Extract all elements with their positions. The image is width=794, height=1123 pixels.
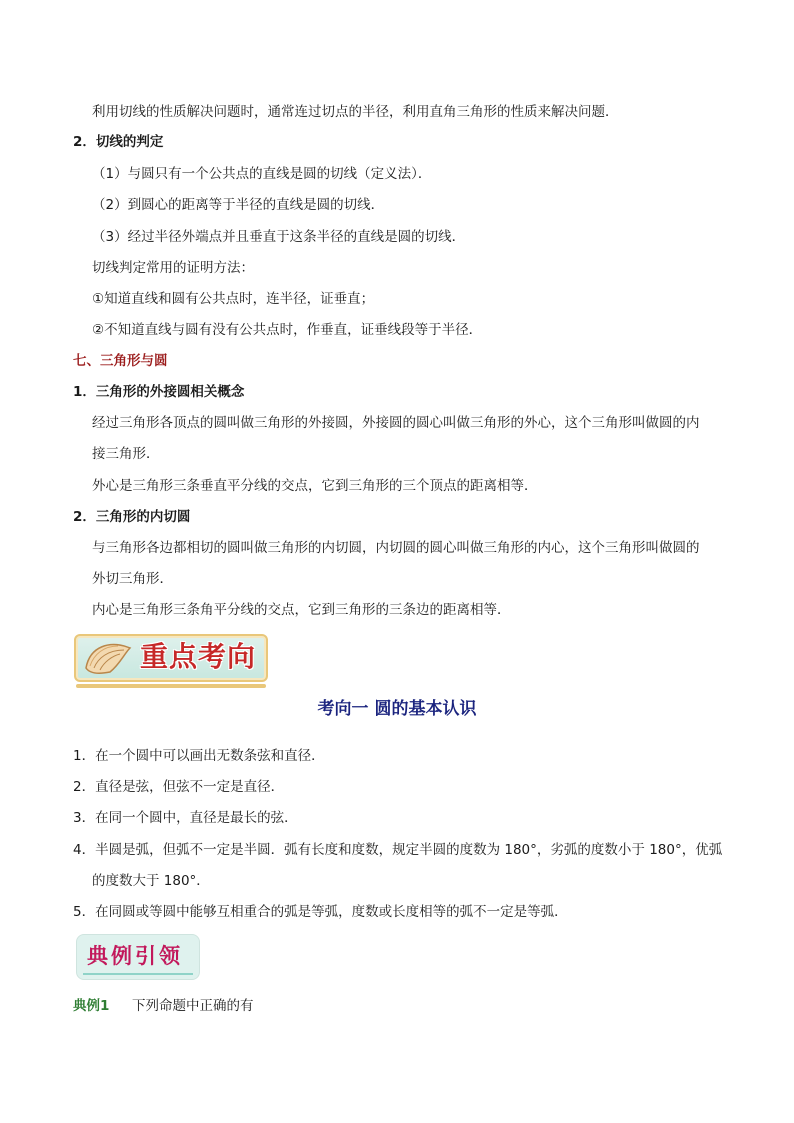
text-line: 七、三角形与圆 [73,353,168,369]
text-line: 2．直径是弦，但弦不一定是直径． [73,779,285,795]
section-title: 考向一 圆的基本认识 [317,699,477,719]
text-line: （2）到圆心的距离等于半径的直线是圆的切线． [92,197,385,213]
text-line: 利用切线的性质解决问题时，通常连过切点的半径，利用直角三角形的性质来解决问题． [92,104,619,120]
text-line: 内心是三角形三条角平分线的交点，它到三角形的三条边的距离相等． [92,602,511,618]
text-line: 切线判定常用的证明方法： [92,260,254,276]
text-line: 外切三角形． [92,571,173,587]
text-line: ①知道直线和圆有公共点时，连半径，证垂直； [92,291,375,307]
text-line: 5．在同圆或等圆中能够互相重合的弧是等弧，度数或长度相等的弧不一定是等弧． [73,904,568,920]
text-line: 2．切线的判定 [73,134,164,150]
text-line: 3．在同一个圆中，直径是最长的弦． [73,810,298,826]
focus-banner-text: 重点考向 [140,640,257,673]
text-line: 4．半圆是弧，但弧不一定是半圆．弧有长度和度数，规定半圆的度数为 180°，劣弧的度数小于 180°，优弧 [73,842,723,858]
text-line: 的度数大于 180°． [92,873,210,889]
text-line: （3）经过半径外端点并且垂直于这条半径的直线是圆的切线． [92,229,466,245]
text-line: 2．三角形的内切圆 [73,509,191,525]
example-label: 典例1 [73,998,110,1014]
text-line: 1．三角形的外接圆相关概念 [73,384,245,400]
focus-banner [74,634,268,682]
text-line: 经过三角形各顶点的圆叫做三角形的外接圆，外接圆的圆心叫做三角形的外心，这个三角形叫做圆的内 [92,415,700,431]
example-banner [76,934,200,980]
text-line: 接三角形． [92,446,160,462]
example-banner-text: 典例引领 [87,943,183,968]
example-banner-bar [83,973,193,975]
shell-icon [80,638,136,678]
text-line: 1．在一个圆中可以画出无数条弦和直径． [73,748,325,764]
text-line: ②不知道直线与圆有没有公共点时，作垂直，证垂线段等于半径． [92,322,483,338]
text-line: 外心是三角形三条垂直平分线的交点，它到三角形的三个顶点的距离相等． [92,478,538,494]
focus-banner-underline [76,684,266,688]
example-text: 下列命题中正确的有 [132,998,254,1014]
text-line: 与三角形各边都相切的圆叫做三角形的内切圆，内切圆的圆心叫做三角形的内心，这个三角形叫做圆的 [92,540,700,556]
text-line: （1）与圆只有一个公共点的直线是圆的切线（定义法）． [92,166,432,182]
example-line [73,996,254,1016]
